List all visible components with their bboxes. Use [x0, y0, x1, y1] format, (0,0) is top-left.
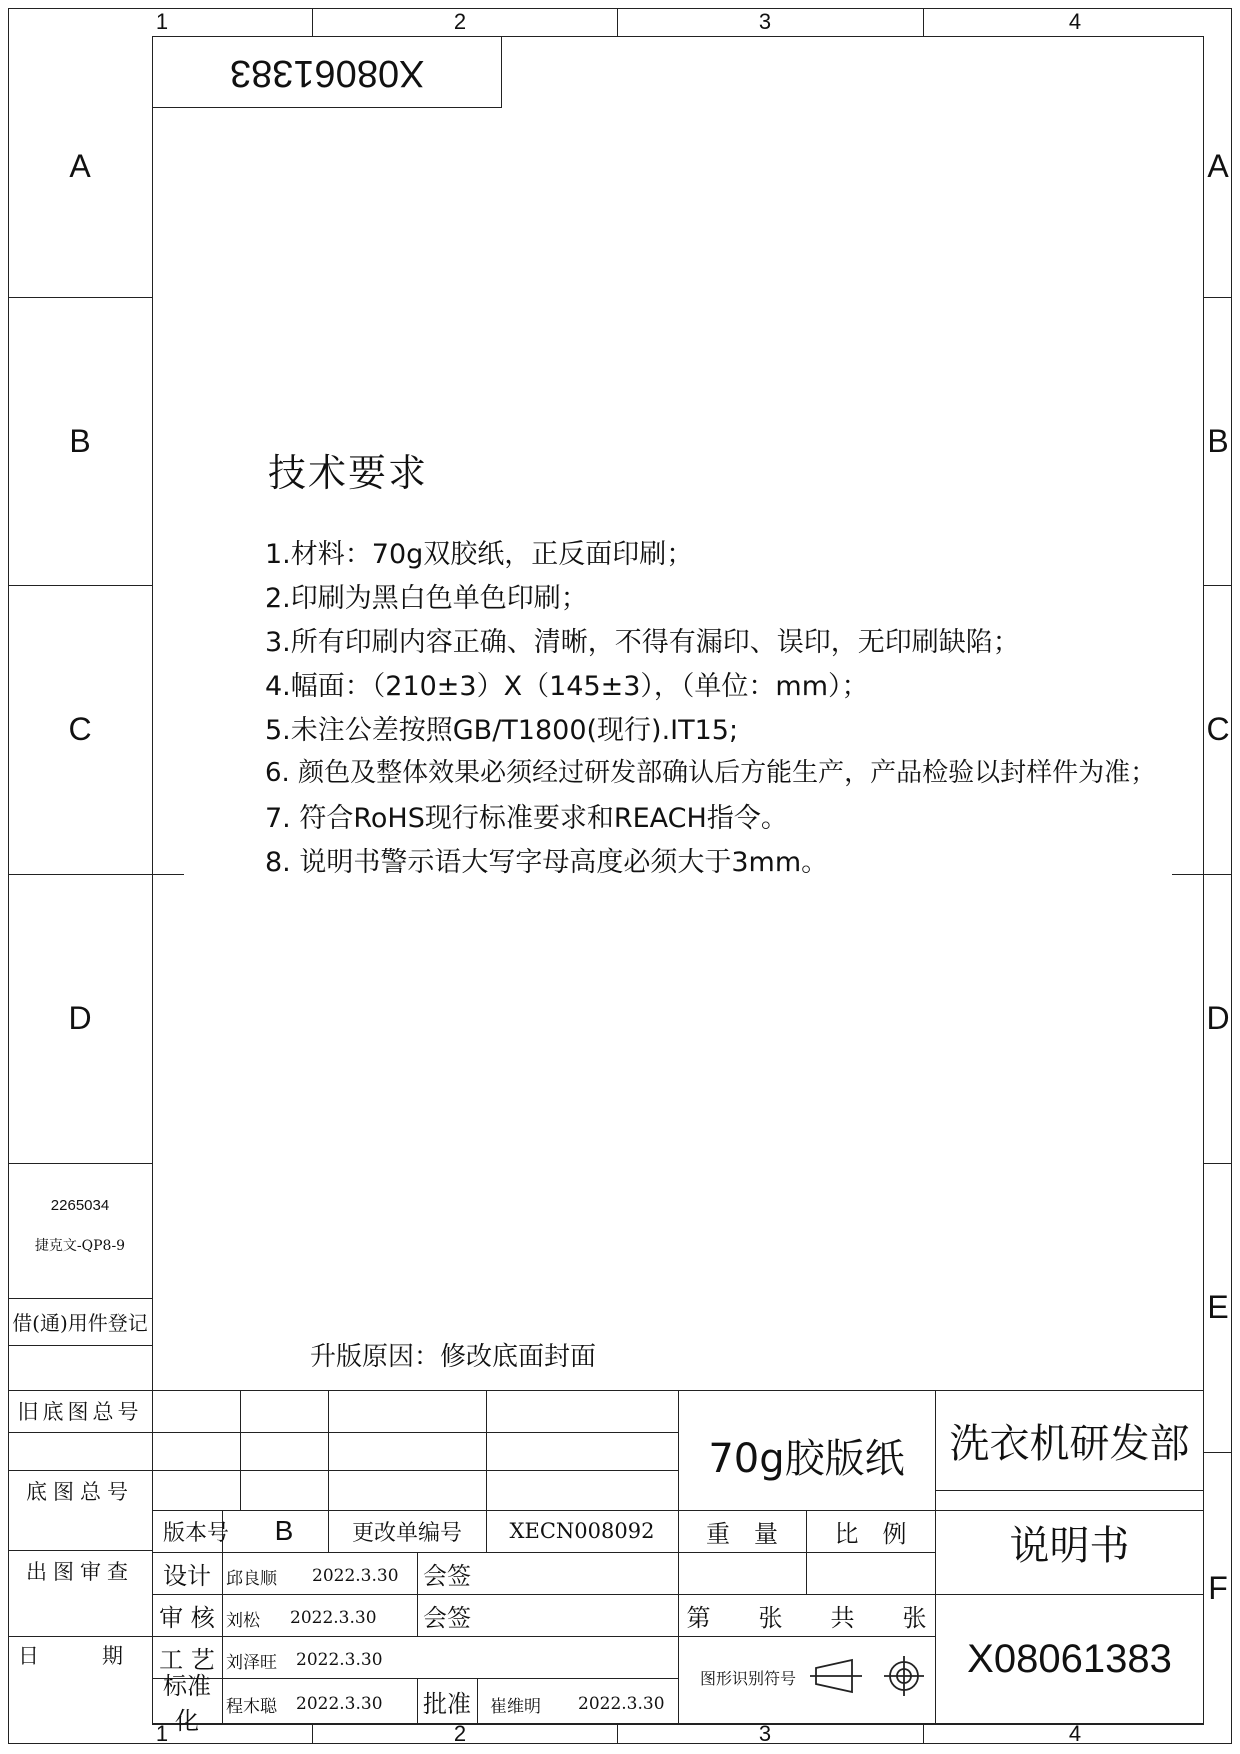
old-drawing-total: 旧底图总号 — [17, 1400, 143, 1424]
left-zone-sep-de — [8, 1163, 152, 1164]
name-review: 刘松 — [226, 1611, 260, 1631]
doc-number: 2265034 — [50, 1196, 110, 1214]
version-value: B — [274, 1515, 294, 1546]
bottom-zone-divider — [152, 1724, 1204, 1725]
col-label-bot-3: 3 — [758, 1721, 772, 1746]
cosign-1: 会签 — [423, 1561, 471, 1590]
requirements-list — [265, 532, 1156, 884]
tb-row-6 — [152, 1636, 678, 1637]
tb-mid-sheet — [678, 1636, 935, 1637]
symbol-label: 图形识别符号 — [700, 1669, 797, 1688]
row-label-left-d: D — [68, 1000, 92, 1036]
row-label-right-d: D — [1206, 1000, 1230, 1036]
left-sep-old-b — [8, 1432, 152, 1433]
weight-label: 重 量 — [706, 1519, 778, 1548]
role-standard: 标准化 — [163, 1672, 211, 1735]
base-drawing-total: 底图总号 — [26, 1480, 134, 1504]
date-standard: 2022.3.30 — [296, 1694, 383, 1714]
tb-row-1 — [152, 1432, 678, 1433]
col-sep-bot-3 — [923, 1724, 924, 1744]
row-label-right-e: E — [1207, 1289, 1229, 1325]
col-sep-top-3 — [923, 8, 924, 36]
row-label-right-b: B — [1207, 422, 1229, 459]
col-label-top-4: 4 — [1068, 9, 1082, 34]
role-design: 设计 — [163, 1561, 211, 1590]
cosign-2: 会签 — [423, 1603, 471, 1632]
date-design: 2022.3.30 — [312, 1566, 399, 1586]
requirement-item: 4.幅面：（210±3）X（145±3），（单位：mm）； — [265, 671, 869, 702]
revision-reason: 升版原因：修改底面封面 — [310, 1342, 597, 1372]
col-label-bot-4: 4 — [1068, 1721, 1082, 1746]
projection-symbol-icon — [810, 1656, 950, 1696]
requirement-item: 8. 说明书警示语大写字母高度必须大于3mm。 — [265, 847, 829, 878]
requirement-item: 2.印刷为黑白色单色印刷； — [265, 583, 588, 614]
date-label: 日 期 — [18, 1644, 123, 1668]
approver-name: 崔维明 — [490, 1697, 541, 1717]
approve-label: 批准 — [423, 1689, 471, 1718]
row-label-left-b: B — [69, 422, 91, 459]
scale-label: 比 例 — [834, 1519, 907, 1548]
col-label-bot-1: 1 — [155, 1721, 169, 1746]
tb-row-7 — [152, 1678, 678, 1679]
requirements-title: 技术要求 — [268, 451, 429, 495]
change-label: 更改单编号 — [351, 1520, 462, 1546]
left-sep-borrow — [8, 1345, 152, 1346]
mirrored-code-box — [152, 36, 502, 108]
left-sep-review-b — [8, 1636, 152, 1637]
row-label-left-c: C — [68, 711, 92, 747]
col-sep-top-1 — [312, 8, 313, 36]
requirement-item: 6. 颜色及整体效果必须经过研发部确认后方能生产，产品检验以封样件为准； — [265, 758, 1157, 788]
approve-date: 2022.3.30 — [578, 1694, 665, 1714]
version-label: 版本号 — [162, 1520, 229, 1546]
col-sep-top-2 — [617, 8, 618, 36]
col-sep-bot-2 — [617, 1724, 618, 1744]
name-design: 邱良顺 — [226, 1569, 277, 1589]
name-standard: 程木聪 — [226, 1697, 277, 1717]
col-label-top-3: 3 — [758, 9, 772, 34]
col-label-top-1: 1 — [155, 9, 169, 34]
drawing-code: X08061383 — [967, 1636, 1172, 1681]
mirrored-code: X08061383 — [229, 51, 425, 94]
tb-row-2 — [152, 1470, 678, 1471]
col-sep-bot-1 — [312, 1724, 313, 1744]
stamp-text: 捷克文-QP8-9 — [34, 1238, 126, 1254]
borrow-register: 借(通)用件登记 — [12, 1311, 148, 1335]
name-process: 刘泽旺 — [226, 1653, 277, 1673]
material-title: 70g胶版纸 — [708, 1435, 905, 1482]
col-label-bot-2: 2 — [453, 1721, 467, 1746]
drawing-review: 出图审查 — [26, 1560, 134, 1584]
doc-type-title: 说明书 — [1009, 1522, 1130, 1569]
change-number: XECN008092 — [509, 1519, 655, 1543]
requirement-item: 1.材料：70g双胶纸，正反面印刷； — [265, 539, 694, 570]
department-title: 洗衣机研发部 — [949, 1420, 1190, 1467]
tb-col-approve-name — [477, 1678, 478, 1724]
row-label-right-c: C — [1206, 711, 1230, 747]
sheet-label: 第 张 共 张 — [686, 1603, 927, 1632]
requirement-item: 7. 符合RoHS现行标准要求和REACH指令。 — [265, 803, 788, 834]
row-label-right-f: F — [1208, 1569, 1228, 1606]
row-label-left-a: A — [69, 148, 91, 184]
requirement-item: 3.所有印刷内容正确、清晰，不得有漏印、误印，无印刷缺陷； — [265, 627, 1020, 658]
tb-col-1 — [240, 1390, 241, 1510]
role-process: 工 艺 — [159, 1645, 215, 1674]
row-label-right-a: A — [1207, 148, 1229, 184]
col-label-top-2: 2 — [453, 9, 467, 34]
role-review: 审 核 — [159, 1603, 215, 1632]
date-process: 2022.3.30 — [296, 1650, 383, 1670]
requirement-item: 5.未注公差按照GB/T1800(现行).IT15; — [265, 715, 739, 746]
date-review: 2022.3.30 — [290, 1608, 377, 1628]
